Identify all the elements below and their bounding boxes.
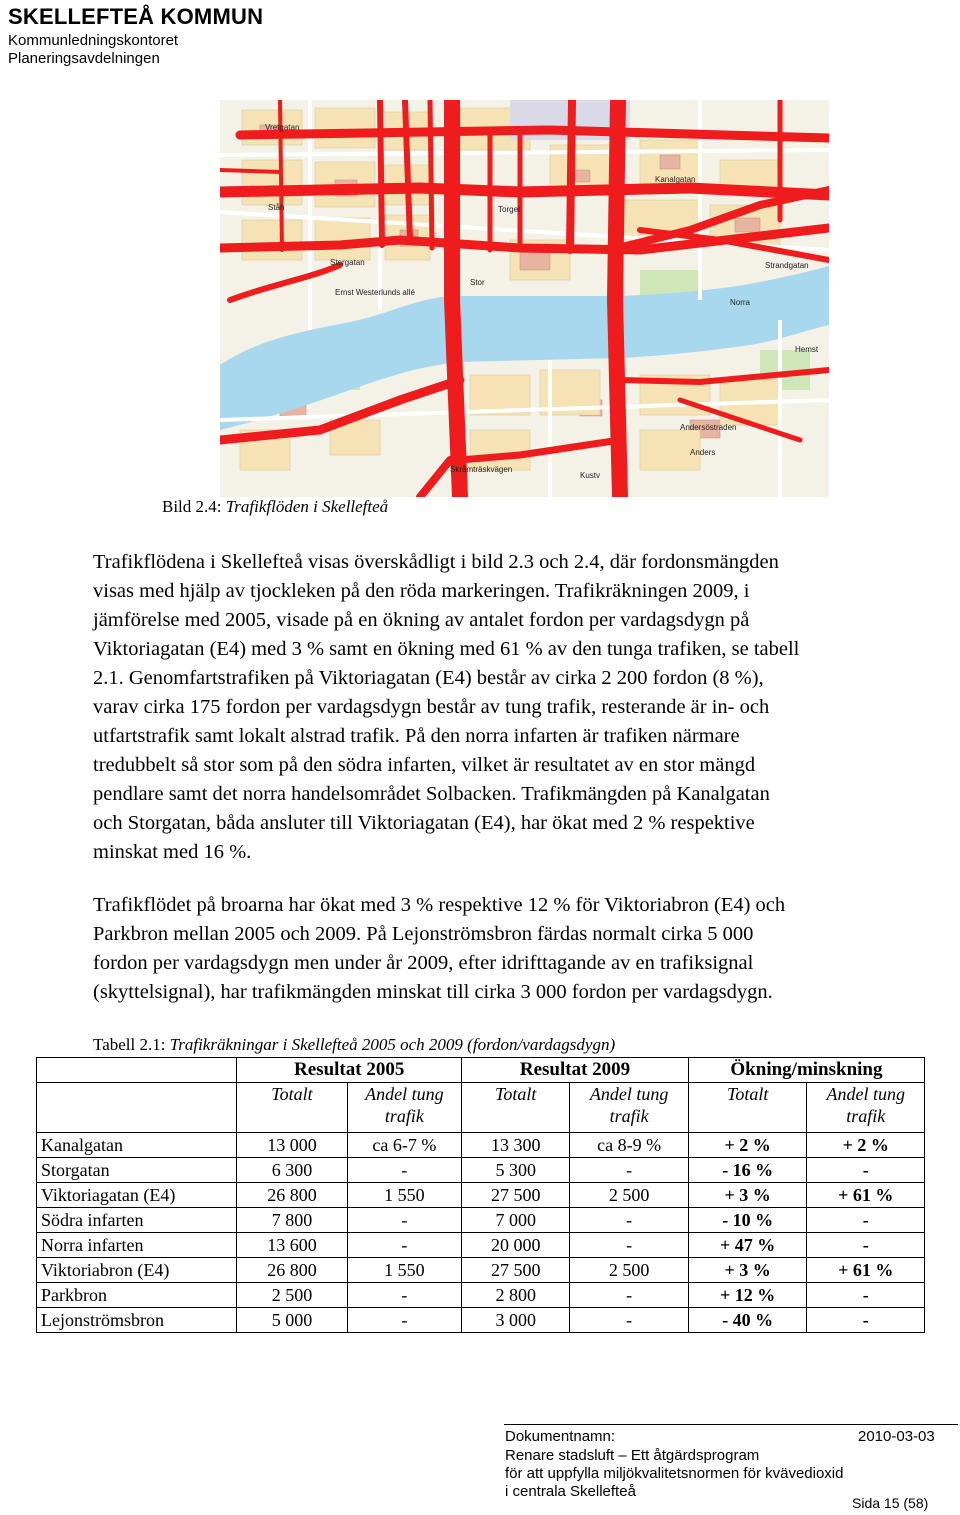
table-cell-change: + 2 %: [807, 1133, 925, 1158]
table-cell: 13 300: [462, 1133, 570, 1158]
table-cell-change: + 2 %: [688, 1133, 807, 1158]
row-label: Södra infarten: [37, 1208, 237, 1233]
table-cell: 5 300: [462, 1158, 570, 1183]
paragraph-line: utfartstrafik samt lokalt alstrad trafik. På den norra infarten är trafiken närmare: [93, 725, 740, 747]
row-label: Storgatan: [37, 1158, 237, 1183]
traffic-flow-map: [220, 100, 829, 497]
paragraph-line: visas med hjälp av tjockleken på den röda markeringen. Trafikräkningen 2009, i: [93, 580, 750, 602]
table-cell: -: [570, 1308, 689, 1333]
table-group-header-row: [37, 1058, 925, 1083]
map-label: Strandgatan: [765, 261, 809, 270]
paragraph-line: Viktoriagatan (E4) med 3 % samt en ökning med 61 % av den tunga trafiken, se tabell: [93, 638, 800, 660]
table-cell: 7 000: [462, 1208, 570, 1233]
row-label: Viktoriabron (E4): [37, 1258, 237, 1283]
table-cell: 1 550: [347, 1183, 461, 1208]
map-label: Ernst Westerlunds allé: [335, 288, 415, 297]
table-cell: 13 000: [237, 1133, 347, 1158]
table-cell: 5 000: [237, 1308, 347, 1333]
table-cell-change: -: [807, 1208, 925, 1233]
sub-header: Totalt: [462, 1083, 570, 1133]
office-name: Kommunledningskontoret: [8, 32, 179, 49]
table-cell-change: + 12 %: [688, 1283, 807, 1308]
map-label: Andersöstraden: [680, 423, 737, 432]
sub-header: Andel tung trafik: [347, 1083, 461, 1133]
table-cell-change: + 61 %: [807, 1183, 925, 1208]
table-cell-change: + 3 %: [688, 1258, 807, 1283]
map-label: Kanalgatan: [655, 175, 696, 184]
table-cell-change: - 40 %: [688, 1308, 807, 1333]
table-cell-change: - 16 %: [688, 1158, 807, 1183]
table-cell: 26 800: [237, 1258, 347, 1283]
row-label: Lejonströmsbron: [37, 1308, 237, 1333]
table-cell: 2 800: [462, 1283, 570, 1308]
page-number: Sida 15 (58): [852, 1495, 929, 1511]
table-cell: -: [570, 1208, 689, 1233]
table-cell-change: -: [807, 1158, 925, 1183]
group-header: Resultat 2009: [462, 1058, 689, 1083]
table-cell: ca 6-7 %: [347, 1133, 461, 1158]
table-cell-change: + 61 %: [807, 1258, 925, 1283]
table-cell: 1 550: [347, 1258, 461, 1283]
table-cell: 27 500: [462, 1258, 570, 1283]
table-cell: -: [570, 1233, 689, 1258]
sub-header: Andel tung trafik: [807, 1083, 925, 1133]
sub-header: Totalt: [237, 1083, 347, 1133]
table-cell-change: -: [807, 1233, 925, 1258]
table-cell: 3 000: [462, 1308, 570, 1333]
table-cell: 6 300: [237, 1158, 347, 1183]
table-cell: 2 500: [237, 1283, 347, 1308]
figure-caption-text: Trafikflöden i Skellefteå: [225, 497, 389, 516]
map-label: Storgatan: [330, 258, 365, 267]
paragraph-line: (skyttelsignal), har trafikmängden minskat till cirka 3 000 fordon per vardagsdygn.: [93, 981, 773, 1003]
table-row: [37, 1133, 925, 1158]
figure-caption: [162, 497, 388, 517]
table-cell: -: [347, 1283, 461, 1308]
table-cell: 13 600: [237, 1233, 347, 1258]
table-cell-change: - 10 %: [688, 1208, 807, 1233]
table-cell: 2 500: [570, 1183, 689, 1208]
department-name: Planeringsavdelningen: [8, 50, 160, 67]
table-cell: -: [570, 1158, 689, 1183]
table-row: [37, 1183, 925, 1208]
map-label: Skråmträskvägen: [450, 465, 513, 474]
paragraph-line: varav cirka 175 fordon per vardagsdygn består av tung trafik, resterande är in- och: [93, 696, 770, 718]
body-paragraph-1: [93, 548, 943, 867]
paragraph-line: pendlare samt det norra handelsområdet Solbacken. Trafikmängden på Kanalgatan: [93, 783, 770, 805]
figure-caption-label: Bild 2.4:: [162, 497, 222, 516]
map-label: Ståh: [268, 203, 285, 212]
footer-divider: [504, 1424, 958, 1425]
map-label: Stor: [470, 278, 485, 287]
map-label: Anders: [690, 448, 716, 457]
map-label: Torget: [498, 205, 521, 214]
table-cell: 27 500: [462, 1183, 570, 1208]
row-label: Kanalgatan: [37, 1133, 237, 1158]
map-label: Hemst: [795, 345, 819, 354]
table-cell: -: [570, 1283, 689, 1308]
table-caption-text: Trafikräkningar i Skellefteå 2005 och 2009 (fordon/vardagsdygn): [169, 1035, 616, 1054]
table-cell: 2 500: [570, 1258, 689, 1283]
table-corner-cell: [37, 1058, 237, 1083]
table-cell-change: + 3 %: [688, 1183, 807, 1208]
table-row: [37, 1258, 925, 1283]
footer-doc-subtitle: för att uppfylla miljökvalitetsnormen för kvävedioxid: [505, 1465, 844, 1482]
sub-header: Totalt: [688, 1083, 807, 1133]
paragraph-line: 2.1. Genomfartstrafiken på Viktoriagatan (E4) består av cirka 2 200 fordon (8 %),: [93, 667, 764, 689]
table-cell-change: -: [807, 1283, 925, 1308]
table-row: [37, 1208, 925, 1233]
organization-name: SKELLEFTEÅ KOMMUN: [8, 4, 264, 29]
table-cell: ca 8-9 %: [570, 1133, 689, 1158]
table-cell: 26 800: [237, 1183, 347, 1208]
table-cell: 20 000: [462, 1233, 570, 1258]
group-header: Ökning/minskning: [688, 1058, 924, 1083]
traffic-count-table: [36, 1057, 925, 1333]
paragraph-line: jämförelse med 2005, visade på en ökning av antalet fordon per vardagsdygn på: [93, 609, 750, 631]
table-cell-change: + 47 %: [688, 1233, 807, 1258]
footer-doc-location: i centrala Skellefteå: [505, 1483, 636, 1500]
table-caption: [93, 1035, 615, 1055]
map-label: Vretgatan: [265, 123, 300, 132]
map-label: Norra: [730, 298, 751, 307]
table-row: [37, 1158, 925, 1183]
paragraph-line: tredubbelt så stor som på den södra infarten, vilket är resultatet av en stor mängd: [93, 754, 756, 776]
table-row: [37, 1233, 925, 1258]
table-cell: 7 800: [237, 1208, 347, 1233]
table-cell: -: [347, 1308, 461, 1333]
table-cell: -: [347, 1158, 461, 1183]
body-paragraph-2: [93, 891, 943, 1007]
paragraph-line: Trafikflödena i Skellefteå visas överskådligt i bild 2.3 och 2.4, där fordonsmängden: [93, 551, 779, 573]
row-label: Viktoriagatan (E4): [37, 1183, 237, 1208]
footer-doc-title: Renare stadsluft – Ett åtgärdsprogram: [505, 1447, 760, 1464]
table-row: [37, 1283, 925, 1308]
paragraph-line: Trafikflödet på broarna har ökat med 3 % respektive 12 % för Viktoriabron (E4) och: [93, 894, 786, 916]
map-label: Kustv: [580, 471, 601, 480]
row-label: Parkbron: [37, 1283, 237, 1308]
paragraph-line: fordon per vardagsdygn men under år 2009, efter idrifttagande av en trafiksignal: [93, 952, 754, 974]
paragraph-line: och Storgatan, båda ansluter till Viktoriagatan (E4), har ökat med 2 % respektive: [93, 812, 755, 834]
paragraph-line: minskat med 16 %.: [93, 841, 252, 863]
table-cell: -: [347, 1233, 461, 1258]
table-cell-change: -: [807, 1308, 925, 1333]
footer-date: 2010-03-03: [858, 1428, 935, 1445]
table-cell: -: [347, 1208, 461, 1233]
footer-doc-label: Dokumentnamn:: [505, 1428, 616, 1445]
row-label: Norra infarten: [37, 1233, 237, 1258]
paragraph-line: Parkbron mellan 2005 och 2009. På Lejonströmsbron färdas normalt cirka 5 000: [93, 923, 754, 945]
group-header: Resultat 2005: [237, 1058, 462, 1083]
sub-header: Andel tung trafik: [570, 1083, 689, 1133]
table-corner-cell: [37, 1083, 237, 1133]
table-sub-header-row: [37, 1083, 925, 1133]
table-caption-label: Tabell 2.1:: [93, 1035, 166, 1054]
table-row: [37, 1308, 925, 1333]
